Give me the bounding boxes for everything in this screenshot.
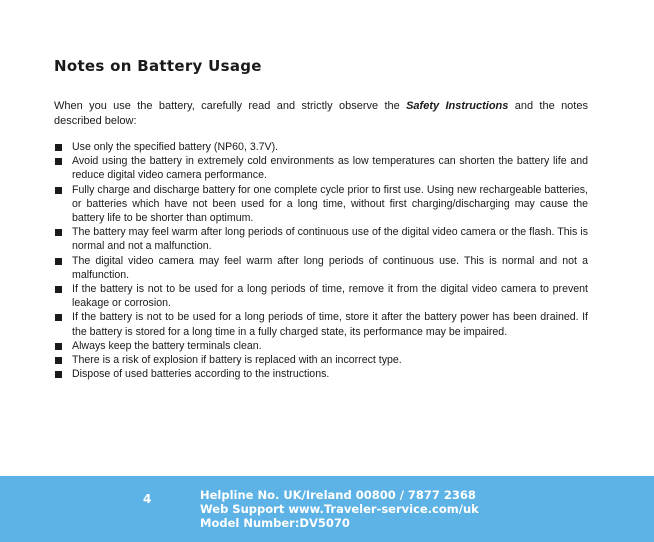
list-item-text: Avoid using the battery in extremely cold environments as low temperatures can shorten the battery life and reduce digital video camera performance.: [72, 155, 588, 182]
list-item-text: Use only the specified battery (NP60, 3.7V).: [72, 141, 279, 153]
square-bullet-icon: [55, 144, 62, 151]
list-item-text: Always keep the battery terminals clean.: [72, 339, 262, 352]
list-item-text: If the battery is not to be used for a long periods of time, remove it from the digital video camera to prevent leakage or corrosion.: [72, 283, 588, 310]
page-number: 4: [143, 492, 152, 506]
list-item-text: Dispose of used batteries according to the instructions.: [72, 368, 330, 381]
list-item-text: If the battery is not to be used for a long periods of time, store it after the battery power has been drained. If the battery is stored for a long time in a fully charged state, its performance may be impaired.: [72, 311, 588, 338]
square-bullet-icon: [55, 229, 62, 236]
list-item: [54, 183, 588, 226]
intro-paragraph: [54, 99, 588, 129]
list-item: [54, 282, 588, 310]
list-item-text: There is a risk of explosion if battery is replaced with an incorrect type.: [72, 354, 402, 367]
intro-text-before: When you use the battery, carefully read and strictly observe the: [54, 100, 407, 112]
list-item: [54, 225, 588, 253]
helpline-text: Helpline No. UK/Ireland 00800 / 7877 2368: [200, 488, 476, 502]
safety-instructions-emphasis: Safety Instructions: [406, 100, 509, 112]
list-item: [54, 310, 588, 338]
square-bullet-icon: [55, 187, 62, 194]
square-bullet-icon: [55, 258, 62, 265]
list-item-text: The digital video camera may feel warm after long periods of continuous use. This is normal and not a malfunction.: [72, 254, 588, 281]
list-item: [54, 339, 588, 353]
web-support-text: Web Support www.Traveler-service.com/uk: [200, 502, 479, 516]
square-bullet-icon: [55, 343, 62, 350]
footer-bar: [0, 476, 654, 542]
intro-text-after: and the notes described below:: [54, 100, 588, 127]
footer-contact-info: [200, 488, 479, 530]
list-item: [54, 154, 588, 182]
battery-notes-list: [54, 140, 588, 381]
model-number-text: Model Number:DV5070: [200, 516, 350, 530]
square-bullet-icon: [55, 286, 62, 293]
list-item: [54, 140, 588, 154]
square-bullet-icon: [55, 357, 62, 364]
list-item: [54, 254, 588, 282]
square-bullet-icon: [55, 314, 62, 321]
page-title: Notes on Battery Usage: [54, 57, 262, 75]
list-item-text: The battery may feel warm after long periods of continuous use of the digital video camera or the flash. This is normal and not a malfunction.: [72, 226, 588, 253]
square-bullet-icon: [55, 158, 62, 165]
square-bullet-icon: [55, 371, 62, 378]
list-item-text: Fully charge and discharge battery for one complete cycle prior to first use. Using new rechargeable batteries, or batteries which have not been used for a long time, without first charging/discharging may cause the battery life to be shorter than optimum.: [72, 183, 588, 225]
list-item: [54, 353, 588, 367]
list-item: [54, 367, 588, 381]
